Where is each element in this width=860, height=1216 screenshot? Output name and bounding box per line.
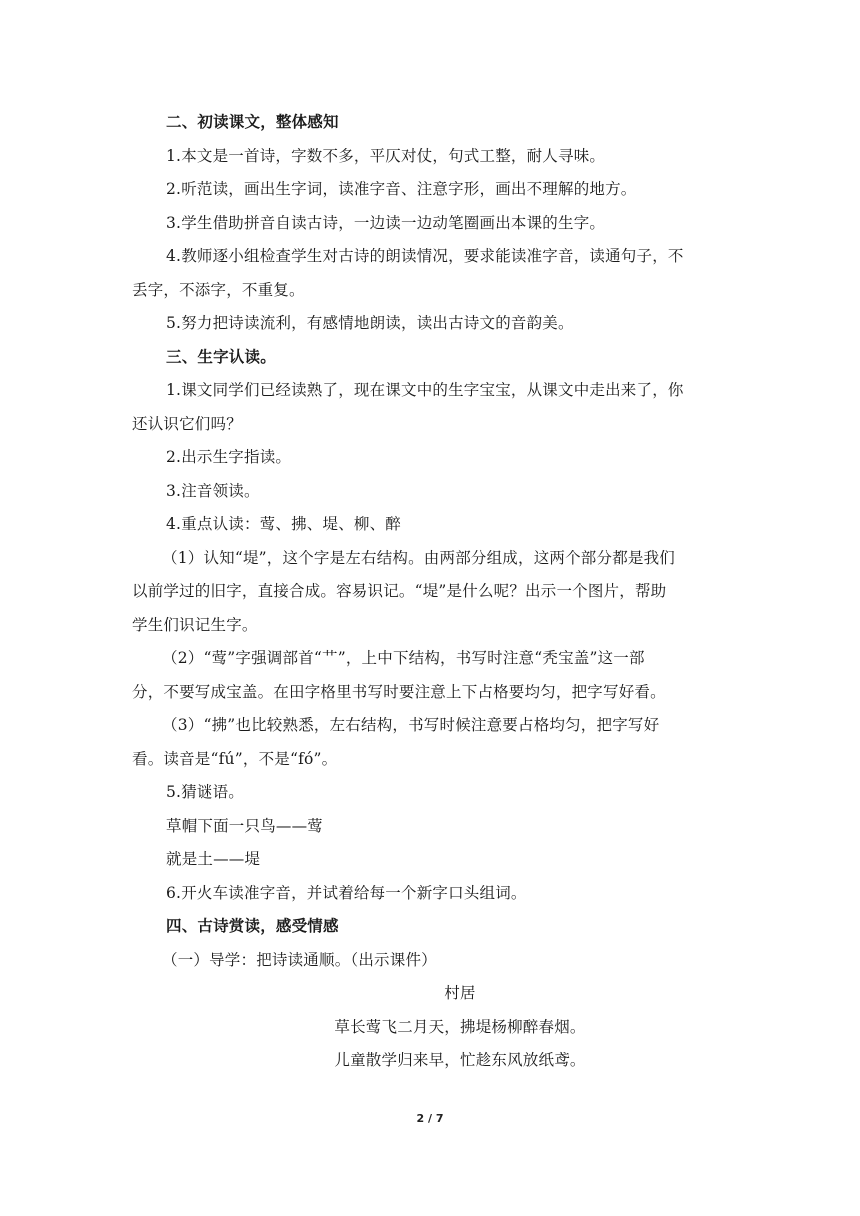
paragraph: 3.学生借助拼音自读古诗，一边读一边动笔圈画出本课的生字。: [166, 213, 606, 232]
document-body: [132, 106, 732, 1078]
section-heading-2: 二、初读课文，整体感知: [166, 113, 339, 131]
page-number: 2 / 7: [416, 1112, 444, 1125]
section-heading-4: 四、古诗赏读，感受情感: [166, 917, 339, 935]
paragraph-continuation: 以前学过的旧字，直接合成。容易识记。“堤”是什么呢？出示一个图片，帮助: [132, 582, 667, 600]
riddle-line: 草帽下面一只鸟——莺: [166, 816, 324, 835]
paragraph: 3.注音领读。: [166, 481, 260, 500]
paragraph: 4.重点认读：莺、拂、堤、柳、醉: [166, 515, 401, 533]
paragraph: 5.努力把诗读流利，有感情地朗读，读出古诗文的音韵美。: [166, 314, 574, 332]
paragraph: 4.教师逐小组检查学生对古诗的朗读情况，要求能读准字音，读通句子，不: [166, 247, 684, 265]
riddle-line: 就是土——堤: [166, 850, 261, 868]
paragraph-continuation: 丢字，不添字，不重复。: [132, 280, 305, 299]
paragraph-continuation: 分，不要写成宝盖。在田字格里书写时要注意上下占格要均匀，把字写好看。: [132, 682, 666, 701]
paragraph: 1.本文是一首诗，字数不多，平仄对仗，句式工整，耐人寻味。: [166, 146, 606, 165]
paragraph-continuation: 学生们识记生字。: [132, 615, 258, 634]
poem-line: 儿童散学归来早，忙趁东风放纸鸢。: [334, 1051, 586, 1069]
paragraph: 5.猜谜语。: [166, 783, 244, 801]
section-heading-3: 三、生字认读。: [166, 347, 276, 366]
numbered-note: （1）认知“堤”，这个字是左右结构。由两部分组成，这两个部分都是我们: [162, 548, 676, 567]
poem-line: 草长莺飞二月天，拂堤杨柳醉春烟。: [334, 1017, 586, 1036]
poem-title: 村居: [444, 984, 476, 1002]
paragraph: 2.听范读，画出生字词，读准字音、注意字形，画出不理解的地方。: [166, 180, 637, 198]
paragraph: 2.出示生字指读。: [166, 448, 292, 466]
paragraph-continuation: 还认识它们吗？: [132, 414, 242, 433]
paragraph: 6.开火车读准字音，并试着给每一个新字口头组词。: [166, 883, 527, 902]
sub-heading: （一）导学：把诗读通顺。（出示课件）: [162, 950, 437, 969]
paragraph-continuation: 看。读音是“fú”，不是“fó”。: [132, 749, 338, 768]
numbered-note: （2）“莺”字强调部首“艹”，上中下结构，书写时注意“秃宝盖”这一部: [162, 649, 645, 667]
paragraph: 1.课文同学们已经读熟了，现在课文中的生字宝宝，从课文中走出来了，你: [166, 381, 684, 399]
numbered-note: （3）“拂”也比较熟悉，左右结构，书写时候注意要占格均匀，把字写好: [162, 716, 660, 734]
